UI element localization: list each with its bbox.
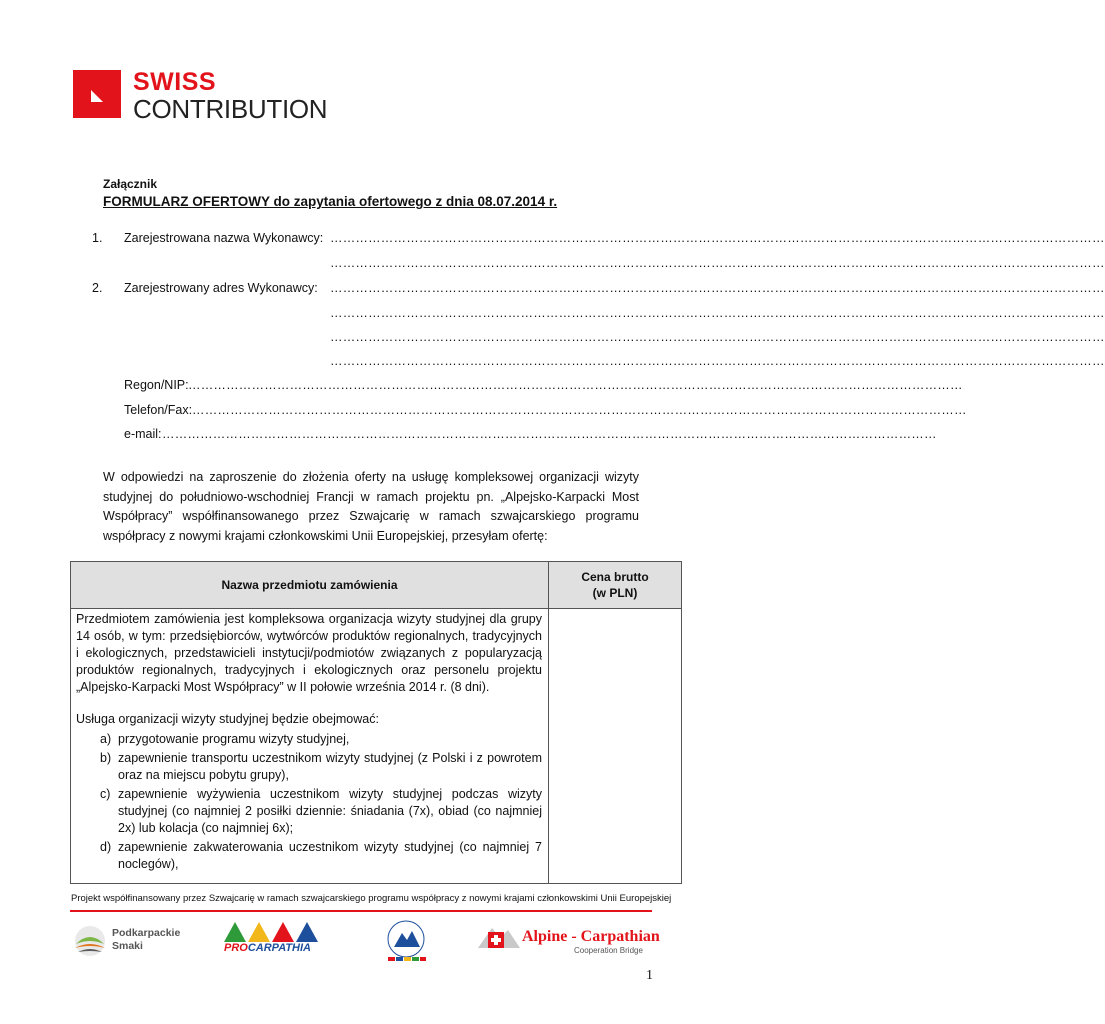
- podkarpackie-smaki-line1: Podkarpackie: [112, 927, 181, 939]
- podkarpackie-smaki-emblem-icon: [70, 924, 110, 958]
- list-item: d) zapewnienie zakwaterowania uczestnikom wizyty studyjnej (co najmniej 7 noclegów),: [100, 840, 542, 871]
- email-label: e-mail:: [124, 427, 162, 441]
- column-header-gross-price: [549, 562, 681, 609]
- intro-paragraph: W odpowiedzi na zaproszenie do złożenia oferty na usługę kompleksowej organizacji wizyty studyjnej do południowo-wschodniej Francji w ramach projektu pn. „Alpejsko-Karpacki Most Współpracy” współfinansowanego przez Szwajcarię w ramach szwajcarskiego programu współpracy z nowymi krajami członkowskimi Unii Europejskiej, przesyłam ofertę:: [103, 470, 639, 543]
- contractor-address-label: Zarejestrowany adres Wykonawcy:: [124, 281, 318, 295]
- column-header-item-name: Nazwa przedmiotu zamówienia: [71, 562, 549, 609]
- footer-divider: [70, 910, 652, 912]
- contractor-name-line-1[interactable]: …………………………………………………………………………………………………………………………………………………………………: [330, 231, 1105, 245]
- list-item: c) zapewnienie wyżywienia uczestnikom wizyty studyjnej podczas wizyty studyjnej (co najmniej 2 posiłki dziennie: śniadania (7x), obiad (co najmniej 2x) lub kolacja (co najmniej 6x);: [100, 787, 542, 835]
- podkarpackie-smaki-logo: [70, 924, 180, 958]
- gross-price-header-line2: (w PLN): [592, 586, 638, 600]
- list-item: a) przygotowanie programu wizyty studyjnej,: [100, 732, 350, 746]
- euroregion-karpacki-logo: [382, 917, 430, 963]
- phone-fax-line[interactable]: …………………………………………………………………………………………………………………………………………………………………: [192, 403, 967, 417]
- procarpathia-wordmark: PROCARPATHIA: [224, 942, 311, 954]
- alpine-carpathian-line2: Cooperation Bridge: [574, 946, 643, 955]
- contractor-address-line-3[interactable]: …………………………………………………………………………………………………………………………………………………………………: [330, 330, 1105, 344]
- gross-price-input-cell[interactable]: [549, 609, 681, 883]
- gross-price-header-line1: Cena brutto: [581, 570, 649, 584]
- phone-fax-label: Telefon/Fax:: [124, 403, 193, 417]
- email-line[interactable]: …………………………………………………………………………………………………………………………………………………………………: [162, 427, 937, 441]
- alpine-carpathian-logo: [478, 922, 660, 958]
- field-2-number: 2.: [92, 281, 103, 295]
- order-description-paragraph: Przedmiotem zamówienia jest kompleksowa organizacja wizyty studyjnej dla grupy 14 osób, w tym: przedsiębiorców, wytwórców produktów regionalnych, tradycyjnych i ekologicznych, przedstawicieli instytucji/podmiotów związanych z popularyzacją produktów regionalnych, tradycyjnych i ekologicznych oraz personelu projektu „Alpejsko-Karpacki Most Współpracy” w II połowie września 2014 r. (8 dni).: [76, 612, 542, 694]
- form-title: FORMULARZ OFERTOWY do zapytania ofertowego z dnia 08.07.2014 r.: [103, 194, 558, 209]
- regon-nip-label: Regon/NIP:: [124, 378, 189, 392]
- logo-text-contribution: CONTRIBUTION: [133, 94, 328, 124]
- page-number: 1: [646, 968, 653, 983]
- logo-text-swiss: SWISS: [133, 68, 217, 96]
- offer-table: [70, 561, 682, 884]
- euroregion-mountains-icon: [382, 917, 430, 963]
- order-description-cell: [71, 609, 549, 883]
- regon-nip-line[interactable]: …………………………………………………………………………………………………………………………………………………………………: [188, 378, 963, 392]
- footer-cofinancing-note: Projekt współfinansowany przez Szwajcarię w ramach szwajcarskiego programu współpracy z nowymi krajami członkowskimi Unii Europejskiej: [71, 893, 672, 904]
- contractor-address-line-2[interactable]: …………………………………………………………………………………………………………………………………………………………………: [330, 306, 1105, 320]
- attachment-label: Załącznik: [103, 177, 158, 191]
- swiss-contribution-logo-icon: [73, 70, 121, 118]
- procarpathia-logo: [222, 920, 320, 956]
- contractor-name-line-2[interactable]: …………………………………………………………………………………………………………………………………………………………………: [330, 256, 1105, 270]
- podkarpackie-smaki-line2: Smaki: [112, 940, 143, 952]
- alpine-carpathian-line1: Alpine - Carpathian: [522, 928, 660, 945]
- list-item: b) zapewnienie transportu uczestnikom wizyty studyjnej (z Polski i z powrotem oraz na miejscu pobytu grupy),: [100, 751, 542, 782]
- service-scope-intro: Usługa organizacji wizyty studyjnej będzie obejmować:: [76, 712, 379, 726]
- field-1-number: 1.: [92, 231, 103, 245]
- service-scope-list: [76, 731, 542, 873]
- contractor-address-line-1[interactable]: …………………………………………………………………………………………………………………………………………………………………: [330, 281, 1105, 295]
- procarpathia-triangles-icon: [224, 920, 318, 942]
- contractor-name-label: Zarejestrowana nazwa Wykonawcy:: [124, 231, 324, 245]
- alpine-carpathian-cross-icon: [478, 924, 520, 954]
- contractor-address-line-4[interactable]: …………………………………………………………………………………………………………………………………………………………………: [330, 354, 1105, 368]
